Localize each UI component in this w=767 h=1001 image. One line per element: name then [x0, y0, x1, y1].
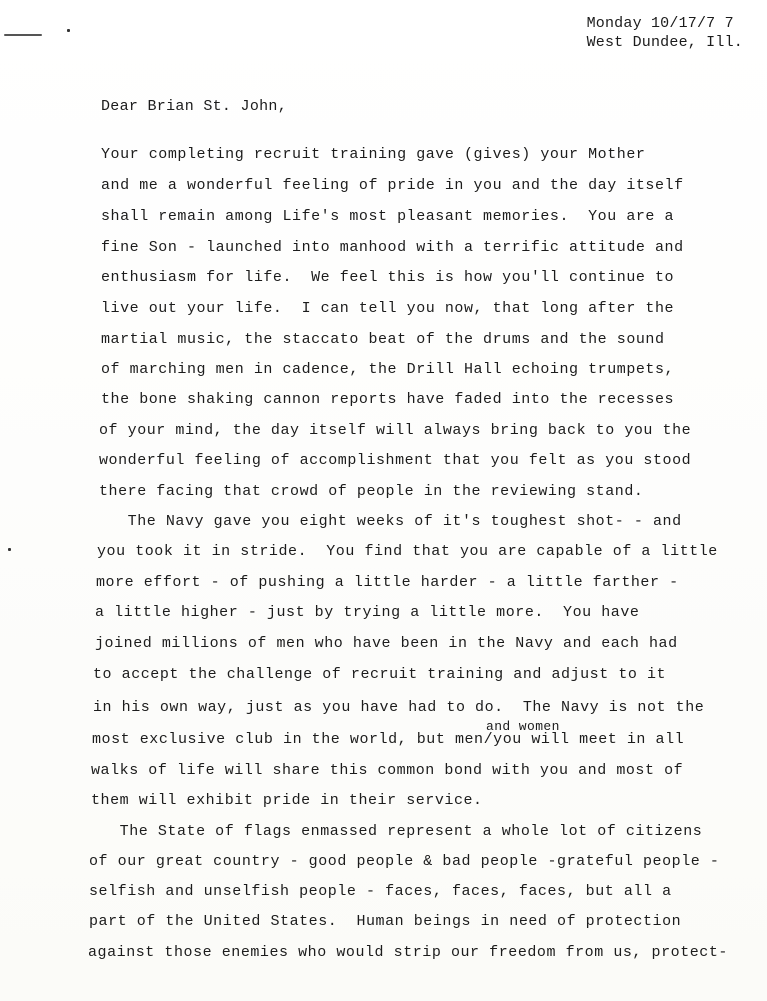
body-line: part of the United States. Human beings in need of protection [89, 913, 682, 930]
body-line: of marching men in cadence, the Drill Hall echoing trumpets, [101, 361, 675, 378]
body-line: fine Son - launched into manhood with a terrific attitude and [101, 239, 684, 256]
body-line: against those enemies who would strip our freedom from us, protect- [88, 944, 728, 961]
body-line: live out your life. I can tell you now, that long after the [101, 300, 675, 317]
body-line: you took it in stride. You find that you are capable of a little [97, 543, 718, 560]
body-line: to accept the challenge of recruit training and adjust to it [93, 666, 667, 683]
body-line: the bone shaking cannon reports have faded into the recesses [101, 391, 675, 408]
body-line: and me a wonderful feeling of pride in you and the day itself [101, 177, 684, 194]
body-line: The Navy gave you eight weeks of it's toughest shot- - and [99, 513, 682, 530]
body-line: most exclusive club in the world, but men/you will meet in all [92, 731, 685, 748]
interlinear-insert: and women [486, 719, 560, 734]
header-date: Monday 10/17/7 7 [586, 15, 734, 32]
body-line: in his own way, just as you have had to do. The Navy is not the [93, 699, 705, 716]
body-line: more effort - of pushing a little harder - a little farther - [96, 574, 679, 591]
body-line: them will exhibit pride in their service. [91, 792, 483, 809]
body-line: there facing that crowd of people in the reviewing stand. [99, 483, 644, 500]
body-line: of your mind, the day itself will always bring back to you the [99, 422, 692, 439]
scan-mark [4, 34, 42, 36]
salutation: Dear Brian St. John, [101, 98, 288, 115]
body-line: of our great country - good people & bad people -grateful people - [89, 853, 720, 870]
body-line: shall remain among Life's most pleasant memories. You are a [101, 208, 675, 225]
body-line: selfish and unselfish people - faces, faces, faces, but all a [89, 883, 672, 900]
scan-dot [8, 548, 11, 551]
letter-header [587, 14, 743, 52]
body-line: Your completing recruit training gave (gives) your Mother [101, 146, 646, 163]
body-line: martial music, the staccato beat of the drums and the sound [101, 331, 665, 348]
body-line: wonderful feeling of accomplishment that you felt as you stood [99, 452, 692, 469]
body-line: enthusiasm for life. We feel this is how you'll continue to [101, 269, 675, 286]
scan-dot [67, 29, 70, 32]
body-line: The State of flags enmassed represent a whole lot of citizens [91, 823, 703, 840]
body-line: a little higher - just by trying a little more. You have [95, 604, 640, 621]
body-line: joined millions of men who have been in the Navy and each had [95, 635, 678, 652]
header-place: West Dundee, Ill. [586, 34, 743, 51]
body-line: walks of life will share this common bond with you and most of [91, 762, 684, 779]
